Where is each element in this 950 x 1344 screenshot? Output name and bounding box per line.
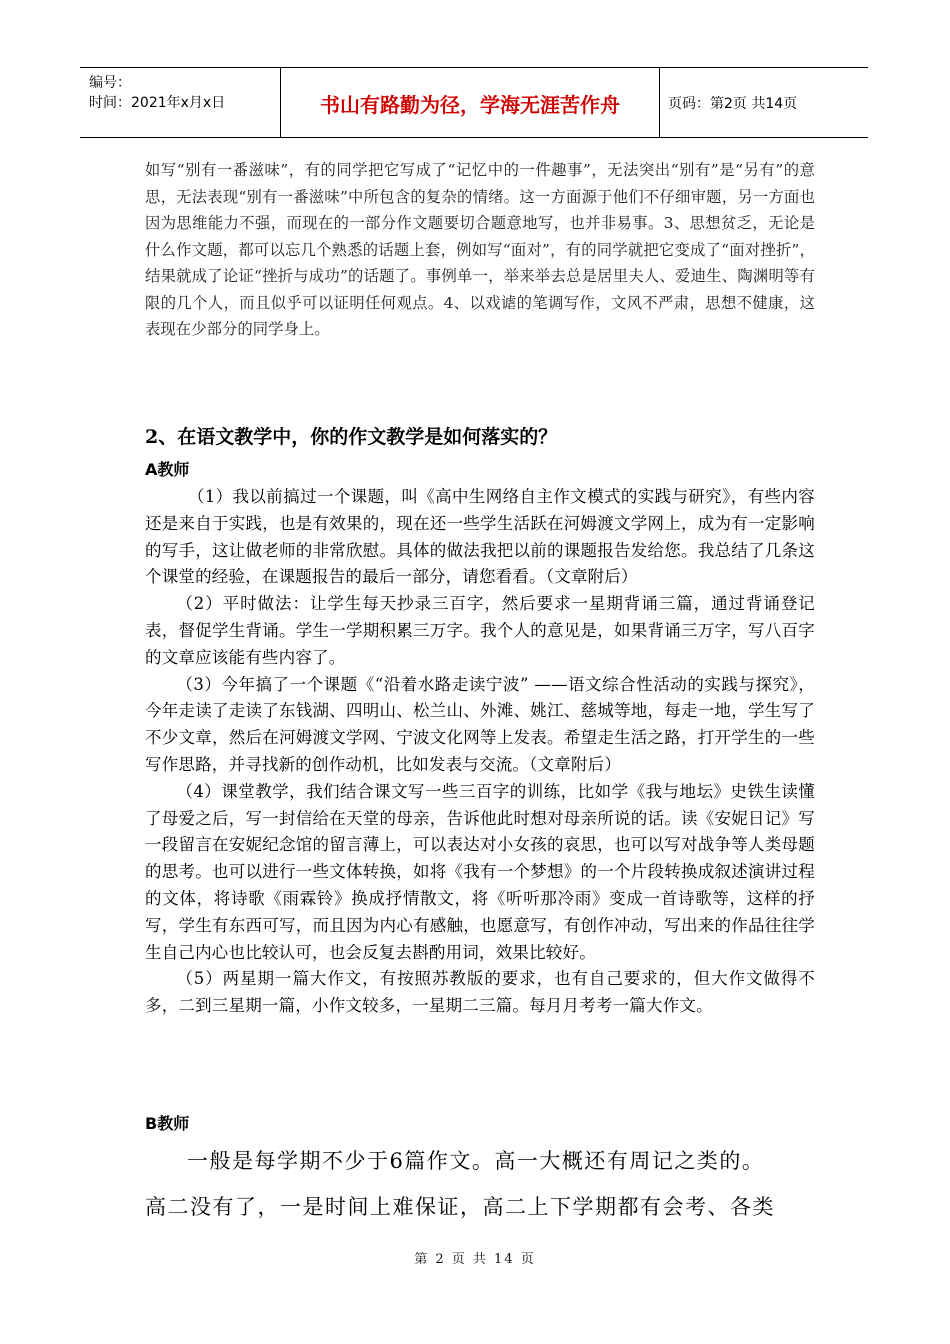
header-page-info: 页码：第2页 共14页	[668, 95, 798, 112]
intro-paragraph: 如写“别有一番滋味”，有的同学把它写成了“记忆中的一件趣事”，无法突出“别有”是“另有”的意思，无法表现“别有一番滋味”中所包含的复杂的情绪。这一方面源于他们不仔细审题，另一方面也因为思维能力不强，而现在的一部分作文题要切合题意地写，也并非易事。3、思想贫乏，无论是什么作文题，都可以忘几个熟悉的话题上套，例如写“面对”，有的同学就把它变成了“面对挫折”，结果就成了论证“挫折与成功”的话题了。事例单一，举来举去总是居里夫人、爱迪生、陶渊明等有限的几个人，而且似乎可以证明任何观点。4、以戏谑的笔调写作，文风不严肃，思想不健康，这表现在少部分的同学身上。	[145, 161, 815, 338]
header-motto: 书山有路勤为径，学海无涯苦作舟	[281, 68, 660, 137]
teacher-a-paragraph: （4）课堂教学，我们结合课文写一些三百字的训练，比如学《我与地坛》史铁生读懂了母爱之后，写一封信给在天堂的母亲，告诉他此时想对母亲所说的话。读《安妮日记》写一段留言在安妮纪念馆的留言薄上，可以表达对小女孩的哀思，也可以写对战争等人类母题的思考。也可以进行一些文体转换，如将《我有一个梦想》的一个片段转换成叙述演讲过程的文体，将诗歌《雨霖铃》换成抒情散文，将《听听那冷雨》变成一首诗歌等，这样的抒写，学生有东西可写，而且因为内心有感触，也愿意写，有创作冲动，写出来的作品往往学生自己内心也比较认可，也会反复去斟酌用词，效果比较好。	[145, 781, 815, 962]
teacher-a-answer	[145, 484, 815, 1020]
teacher-a-label: A教师	[145, 460, 190, 479]
teacher-b-paragraph: 一般是每学期不少于6篇作文。高一大概还有周记之类的。	[187, 1149, 765, 1173]
teacher-a-paragraph: （3）今年搞了一个课题《“沿着水路走读宁波” ——语文综合性活动的实践与探究》，今年走读了走读了东钱湖、四明山、松兰山、外滩、姚江、慈城等地，每走一地，学生写了不少文章，然后在河姆渡文学网、宁波文化网等上发表。希望走生活之路，打开学生的一些写作思路，并寻找新的创作动机，比如发表与交流。（文章附后）	[145, 674, 815, 774]
teacher-b-answer	[145, 1138, 815, 1230]
header-meta	[80, 68, 281, 137]
page-header	[80, 67, 868, 138]
section-heading: 2、在语文教学中，你的作文教学是如何落实的？	[145, 426, 558, 448]
teacher-b-label: B教师	[145, 1114, 190, 1133]
document-number-label: 编号：	[89, 75, 131, 91]
teacher-a-paragraph: （1）我以前搞过一个课题，叫《高中生网络自主作文模式的实践与研究》，有些内容还是来自于实践，也是有效果的，现在还一些学生活跃在河姆渡文学网上，成为有一定影响的写手，这让做老师的非常欣慰。具体的做法我把以前的课题报告发给您。我总结了几条这个课堂的经验，在课题报告的最后一部分，请您看看。（文章附后）	[145, 487, 815, 587]
teacher-a-paragraph: （5）两星期一篇大作文，有按照苏教版的要求，也有自己要求的，但大作文做得不多，二到三星期一篇，小作文较多，一星期二三篇。每月月考考一篇大作文。	[145, 969, 815, 1016]
document-time: 时间：2021年x月x日	[89, 95, 226, 111]
teacher-a-paragraph: （2）平时做法：让学生每天抄录三百字，然后要求一星期背诵三篇，通过背诵登记表，督促学生背诵。学生一学期积累三万字。我个人的意见是，如果背诵三万字，写八百字的文章应该能有些内容了。	[145, 594, 815, 667]
page-footer: 第 2 页 共 14 页	[414, 1252, 536, 1267]
teacher-b-paragraph: 高二没有了，一是时间上难保证，高二上下学期都有会考、各类	[145, 1195, 775, 1219]
